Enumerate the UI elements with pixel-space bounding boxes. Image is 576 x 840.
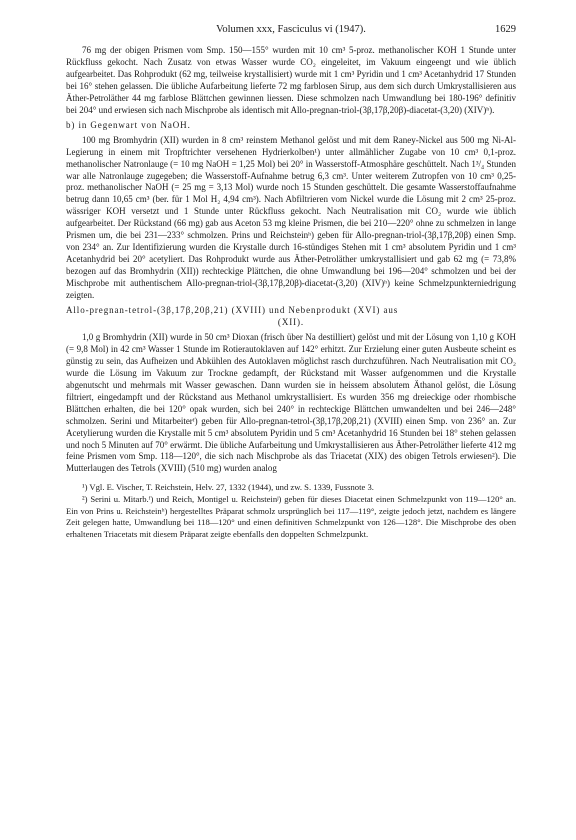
paragraph-prismen-verseifung: 76 mg der obigen Prismen vom Smp. 150—155° wurden mit 10 cm³ 5-proz. methanolischer KOH 1 Stunde unter Rückfluss gekocht. Nach Zusatz von etwas Wasser wurde CO₂ eingeleitet, im Vakuum eingeengt und wie üblich aufgearbeitet. Das Rohprodukt (62 mg, teilweise krystallisiert) wurde mit 1 cm³ Pyridin und 1 cm³ Acetanhydrid 17 Stunden bei 16° stehen gelassen. Die übliche Aufarbeitung lieferte 72 mg farblosen Sirup, aus dem sich durch Umkrystallisieren aus Äther-Petroläther 44 mg farblose Blättchen gewinnen liessen. Diese schmolzen nach Umwandlung bei 180-196° definitiv bei 204° und erwiesen sich nach Mischprobe als identisch mit Allo-pregnan-triol-(3β,17β,20β)-diacetat-(3,20) (XIV)ʰ). <box>66 45 516 115</box>
page-body <box>66 45 516 540</box>
section-heading-naoh: b) in Gegenwart von NaOH. <box>66 119 191 130</box>
page-number: 1629 <box>495 24 516 35</box>
section-heading-tetrol-line2: (XII). <box>277 316 305 327</box>
footnote-2: ²) Serini u. Mitarb.ᶠ) und Reich, Montigel u. Reichsteinʲ) geben für dieses Diacetat einen Schmelzpunkt von 119—120° an. Ein von Prins u. Reichsteinʰ) hergestelltes Präparat schmolz ursprünglich bei 117—119°, zeigte jedoch jetzt, nachdem es längere Zeit gelegen hatte, Umwandlung bei 118—120° und einen definitiven Schmelzpunkt von 126—128°. Die Mischprobe des oben erhaltenen Triacetats mit diesem Präparat zeigte ebenfalls den doppelten Schmelzpunkt. <box>66 493 516 539</box>
running-title: Volumen xxx, Fasciculus vi (1947). <box>216 24 366 35</box>
paragraph-tetrol-herstellung: 1,0 g Bromhydrin (XII) wurde in 50 cm³ Dioxan (frisch über Na destilliert) gelöst und mit der Lösung von 1,10 g KOH (= 9,8 Mol) in 42 cm³ Wasser 1 Stunde im Rotierautoklaven auf 142° erhitzt. Zur Erzielung einer guten Ausbeute scheint es günstig zu sein, das Aufheizen und Abkühlen des Autoklaven möglichst rasch durchzuführen. Nach Neutralisation mit CO₂ wurde die Lösung im Vakuum zur Trockne gedampft, der Rückstand mit Wasser aufgenommen und die Krystalle abgenutscht und mehrmals mit Wasser gewaschen. Dann wurden sie in heissem absolutem Äthanol gelöst, die Lösung filtriert, eingedampft und der Rückstand aus Methanol umkrystallisiert. Es wurden 356 mg dreieckige oder rhombische Blättchen erhalten, die bei 120° opak wurden, sich bei 240° in rechteckige Blättchen umwandelten und bei 246—248° schmolzen. Serini und Mitarbeiterᶠ) geben für Allo-pregnan-tetrol-(3β,17β,20β,21) (XVIII) einen Smp. von 236° an. Zur Acetylierung wurden die Krystalle mit 5 cm³ absolutem Pyridin und 5 cm³ Acetanhydrid 16 Stunden bei 18° stehen gelassen und noch 5 Minuten auf 70° erwärmt. Die übliche Aufarbeitung und Umkrystallisieren aus Äther-Petroläther lieferte 412 mg feine Prismen vom Smp. 118—120°, die sich nach Mischprobe als das Triacetat (XIX) des obigen Tetrols erwiesen²). Die Mutterlaugen des Tetrols (XVIII) (510 mg) wurden analog <box>66 331 516 474</box>
footnote-1: ¹) Vgl. E. Vischer, T. Reichstein, Helv. 27, 1332 (1944), und zw. S. 1339, Fussnote 3. <box>82 482 374 493</box>
section-heading-tetrol <box>66 305 516 329</box>
paragraph-hydrierung-naoh: 100 mg Bromhydrin (XII) wurden in 8 cm³ reinstem Methanol gelöst und mit dem Raney-Nickel aus 500 mg Ni-Al-Legierung in einem mit Tropftrichter versehenen Hydrierkolben¹) unter allmählicher Zugabe von 10 cm³ 0,1-proz. methanolischer Natronlauge (= 10 mg NaOH = 1,25 Mol) bei 20° in Wasserstoff-Atmosphäre geschüttelt. Nach 1³/₄ Stunden war alle Natronlauge zugegeben; die Wasserstoff-Aufnahme betrug 6,3 cm³. Unter weiterem Zutropfen von 10 cm³ 0,25-proz. methanolischer NaOH (= 25 mg = 3,13 Mol) wurde noch 15 Stunden geschüttelt. Die gesamte Wasserstoffaufnahme betrug dann 10,65 cm³ (ber. für 1 Mol H₂ 4,94 cm³). Nach Abfiltrieren vom Nickel wurde die Lösung mit 2 cm³ 25-proz. wässriger KOH versetzt und 1 Stunde unter Rückfluss gekocht. Nach Neutralisation mit CO₂ wurde wie üblich aufgearbeitet. Der Rückstand (66 mg) gab aus Aceton 53 mg kleine Prismen, die bei 210—220° ohne zu schmelzen in lange Prismen um, die bei 231—233° schmolzen. Prins und Reichsteinʰ) geben für Allo-pregnan-triol-(3β,17β,20β) einen Smp. von 234° an. Zur Identifizierung wurden die Krystalle durch 16-stündiges Stehen mit 1 cm³ absolutem Pyridin und 1 cm³ Acetanhydrid bei 20° acetyliert. Das Rohprodukt wurde aus Äther-Petroläther umkrystallisiert und gab 62 mg (= 73,8% bezogen auf das Bromhydrin (XII)) rechteckige Plättchen, die ohne Umwandlung bei 196—204° schmolzen und bei der Mischprobe mit authentischem Allo-pregnan-triol-(3β,17β,20β)-diacetat-(3,20) (XIV)ʰ) keine Schmelzpunkterniedrigung zeigten. <box>66 134 516 301</box>
footnotes <box>66 482 516 540</box>
section-heading-tetrol-line1: Allo-pregnan-tetrol-(3β,17β,20β,21) (XVIII) und Nebenprodukt (XVI) aus <box>66 305 399 316</box>
